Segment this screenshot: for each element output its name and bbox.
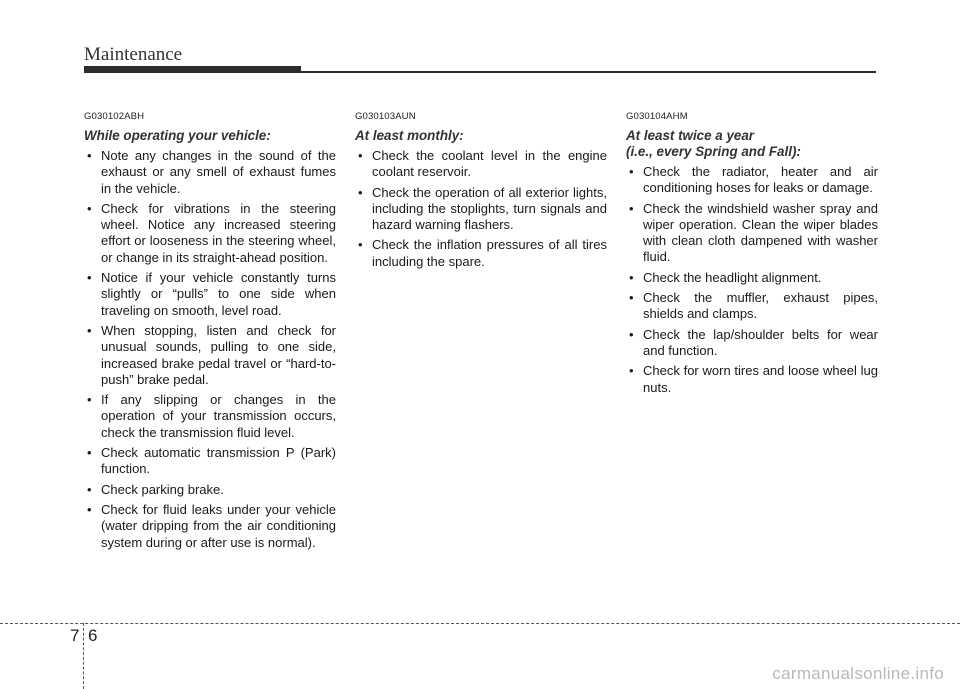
list-item: • Check the coolant level in the engine coolant reservoir. [355,148,607,181]
section-heading-line: At least monthly: [355,128,464,143]
section-heading [626,128,878,160]
list-item: • When stopping, listen and check for unusual sounds, pulling to one side, increased brake pedal travel or “hard-to-push” brake pedal. [84,323,336,388]
header-rule-thin [301,71,876,73]
header-rule-thick [84,66,301,73]
list-item: • Check parking brake. [84,482,336,498]
section-heading [84,128,336,144]
section-code: G030104AHM [626,111,688,122]
list-item: • Check the windshield washer spray and wiper operation. Clean the wiper blades with clean cloth dampened with washer fluid. [626,201,878,266]
section-while-operating [84,111,336,555]
section-heading-line: While operating your vehicle: [84,128,271,143]
section-heading-line: (i.e., every Spring and Fall): [626,144,801,159]
list-item: • Note any changes in the sound of the exhaust or any smell of exhaust fumes in the vehicle. [84,148,336,197]
list-item: • Check the operation of all exterior lights, including the stoplights, turn signals and hazard warning flashers. [355,185,607,234]
page-number: 6 [88,626,98,645]
list-item: • Check the lap/shoulder belts for wear and function. [626,327,878,360]
list-item: • Check for vibrations in the steering wheel. Notice any increased steering effort or looseness in the steering wheel, or change in its straight-ahead position. [84,201,336,266]
bullet-list [626,164,878,396]
footer-vertical-divider [83,623,84,689]
list-item: • Check the muffler, exhaust pipes, shields and clamps. [626,290,878,323]
list-item: • Check the headlight alignment. [626,270,878,286]
list-item: • If any slipping or changes in the operation of your transmission occurs, check the transmission fluid level. [84,392,336,441]
section-code: G030103AUN [355,111,416,122]
footer-divider [0,623,960,624]
section-twice-a-year [626,111,878,400]
bullet-list [84,148,336,551]
list-item: • Check the radiator, heater and air conditioning hoses for leaks or damage. [626,164,878,197]
watermark: carmanualsonline.info [772,664,944,683]
page-title: Maintenance [84,44,183,65]
section-heading [355,128,607,144]
bullet-list [355,148,607,270]
section-heading-line: At least twice a year [626,128,755,143]
section-code: G030102ABH [84,111,145,122]
list-item: • Notice if your vehicle constantly turns slightly or “pulls” to one side when traveling on smooth, level road. [84,270,336,319]
list-item: • Check for worn tires and loose wheel lug nuts. [626,363,878,396]
section-monthly [355,111,607,274]
chapter-number: 7 [70,626,80,645]
list-item: • Check automatic transmission P (Park) function. [84,445,336,478]
list-item: • Check the inflation pressures of all tires including the spare. [355,237,607,270]
list-item: • Check for fluid leaks under your vehicle (water dripping from the air conditioning system during or after use is normal). [84,502,336,551]
